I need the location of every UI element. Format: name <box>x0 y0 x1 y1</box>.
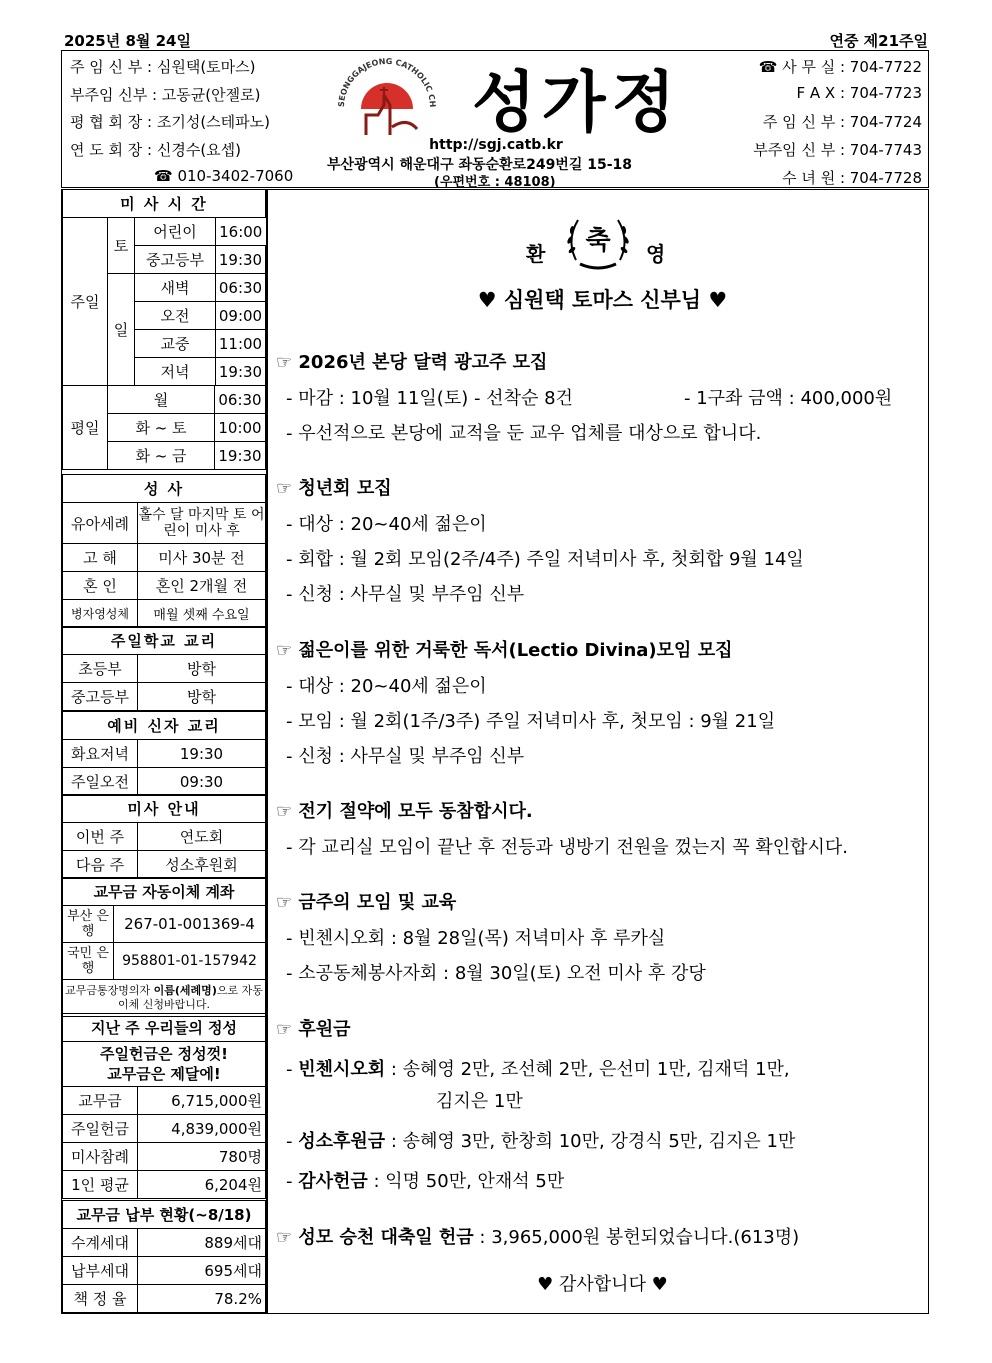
pastor-line: 주 임 신 부 : 심원택(토마스) <box>70 58 256 76</box>
notice-energy-text: - 각 교리실 모임이 끝난 후 전등과 냉방기 전원을 껐는지 꼭 확인합시다. <box>286 837 849 858</box>
offering-value: 4,839,000원 <box>138 1115 266 1143</box>
notice-lectio-apply: - 신청 : 사무실 및 부주임 신부 <box>286 746 525 767</box>
support-vincent-cont: 김지은 1만 <box>436 1091 523 1112</box>
mass-row-name: 월 <box>108 386 215 413</box>
church-logo <box>332 57 442 147</box>
office-phone: ☎ 사 무 실 : 704-7722 <box>758 58 922 76</box>
catechumen-value: 19:30 <box>138 740 266 768</box>
mass-row-time: 19:30 <box>218 362 263 381</box>
column-divider <box>266 189 268 1314</box>
dues-name: 책 정 율 <box>63 1285 138 1313</box>
catechumen-table <box>62 711 266 796</box>
dues-table <box>62 1200 266 1313</box>
catechumen-title: 예비 신자 교리 <box>63 712 266 740</box>
school-name: 초등부 <box>63 655 138 683</box>
offering-title: 지난 주 우리들의 정성 <box>63 1014 266 1042</box>
offering-value: 6,715,000원 <box>138 1087 266 1115</box>
bank-name: 부산 은행 <box>63 906 114 943</box>
bank-account: 958801-01-157942 <box>114 943 266 980</box>
dues-value: 78.2% <box>138 1285 266 1313</box>
assistant-pastor-phone: 부주임 신 부 : 704-7743 <box>753 141 922 159</box>
sunday-label: 주일 <box>63 218 108 386</box>
contact-phone: ☎ 010-3402-7060 <box>154 167 294 185</box>
notice-meeting-vincent: - 빈첸시오회 : 8월 28일(목) 저녁미사 후 루카실 <box>286 928 666 949</box>
sunday-day-label: 일 <box>108 274 135 386</box>
notice-lectio-meeting: - 모임 : 월 2회(1주/3주) 주일 저녁미사 후, 첫모임 : 9월 21일 <box>286 711 776 732</box>
dues-value: 889세대 <box>138 1229 266 1257</box>
transfer-note: 교무금통장명의자 이름(세례명)으로 자동이체 신청바랍니다. <box>63 980 266 1017</box>
bank-name: 국민 은행 <box>63 943 114 980</box>
offering-slogan: 주일헌금은 정성껏! 교무금은 제달에! <box>63 1042 266 1087</box>
website-link[interactable]: http://sgj.catb.kr <box>429 137 563 153</box>
mass-guide-table <box>62 794 266 879</box>
notice-calendar-deadline: - 마감 : 10월 11일(토) - 선착순 8건 <box>286 388 573 409</box>
closing-thanks: ♥ 감사합니다 ♥ <box>537 1274 668 1295</box>
convent-phone: 수 녀 원 : 704-7728 <box>782 169 922 187</box>
logo-text: SEONGGAJEONG CATHOLIC CH <box>336 57 438 108</box>
school-value: 방학 <box>138 655 266 683</box>
sacraments-table <box>62 474 266 628</box>
weekday-label: 평일 <box>63 386 108 470</box>
notice-support-head: ☞ 후원금 <box>276 1019 351 1040</box>
bulletin-title: 성가정 <box>472 64 682 141</box>
notice-meetings-head: ☞ 금주의 모임 및 교육 <box>276 892 457 913</box>
sacrament-name: 병자영성체 <box>63 600 138 628</box>
notice-youth-meeting: - 회합 : 월 2회 모임(2주/4주) 주일 저녁미사 후, 첫회합 9월 14일 <box>286 549 804 570</box>
auto-transfer-title: 교무금 자동이체 계좌 <box>63 878 266 906</box>
badge-text: 축 <box>585 226 611 256</box>
mass-row-name: 새벽 <box>135 274 216 301</box>
welcome-right: 영 <box>646 242 666 266</box>
mass-row-time: 19:30 <box>218 250 263 269</box>
welcome-priest: ♥ 심원택 토마스 신부님 ♥ <box>477 288 728 312</box>
saturday-label: 토 <box>108 218 135 274</box>
mass-row-name: 어린이 <box>135 218 216 245</box>
support-thanks: - 감사헌금 : 익명 50만, 안재석 5만 <box>286 1171 565 1192</box>
yeondo-president-line: 연 도 회 장 : 신경수(요셉) <box>70 141 242 159</box>
offering-name: 주일헌금 <box>63 1115 138 1143</box>
notice-meeting-community: - 소공동체봉사자회 : 8월 30일(토) 오전 미사 후 강당 <box>286 963 706 984</box>
postal-code: (우편번호 : 48108) <box>434 175 556 190</box>
notice-calendar-head: ☞ 2026년 본당 달력 광고주 모집 <box>276 352 548 373</box>
pastor-phone: 주 임 신 부 : 704-7724 <box>762 113 922 131</box>
notice-lectio-target: - 대상 : 20~40세 젊은이 <box>286 676 487 697</box>
dues-name: 납부세대 <box>63 1257 138 1285</box>
sacrament-value: 홀수 달 마지막 토 어린이 미사 후 <box>138 503 266 544</box>
mass-times-title: 미 사 시 간 <box>63 190 266 218</box>
sacrament-name: 고 해 <box>63 544 138 572</box>
mass-guide-name: 다음 주 <box>63 851 138 879</box>
offering-table <box>62 1013 266 1199</box>
sacrament-name: 혼 인 <box>63 572 138 600</box>
assistant-pastor-line: 부주임 신부 : 고동균(안젤로) <box>70 86 261 104</box>
sacraments-title: 성 사 <box>63 475 266 503</box>
mass-guide-name: 이번 주 <box>63 823 138 851</box>
sunday-school-title: 주일학교 교리 <box>63 627 266 655</box>
mass-row-time: 19:30 <box>218 446 262 465</box>
mass-guide-value: 연도회 <box>138 823 266 851</box>
catechumen-value: 09:30 <box>138 768 266 796</box>
mass-row-name: 저녁 <box>135 358 216 385</box>
offering-name: 교무금 <box>63 1087 138 1115</box>
notice-calendar-amount: - 1구좌 금액 : 400,000원 <box>684 388 893 409</box>
mass-guide-value: 성소후원회 <box>138 851 266 879</box>
mass-guide-title: 미사 안내 <box>63 795 266 823</box>
welcome-left: 환 <box>526 242 546 266</box>
offering-name: 1인 평균 <box>63 1171 138 1199</box>
offering-name: 미사참례 <box>63 1143 138 1171</box>
sacrament-name: 유아세례 <box>63 503 138 544</box>
sunday-school-table <box>62 626 266 711</box>
mass-row-time: 09:00 <box>218 306 263 325</box>
notice-youth-head: ☞ 청년회 모집 <box>276 478 392 499</box>
mass-row-time: 06:30 <box>218 278 263 297</box>
council-president-line: 평 협 회 장 : 조기성(스테파노) <box>70 113 270 131</box>
church-address: 부산광역시 해운대구 좌동순환로249번길 15-18 <box>327 157 633 173</box>
support-vincent: - 빈첸시오회 : 송혜영 2만, 조선혜 2만, 은선미 1만, 김재덕 1만, <box>286 1059 790 1080</box>
mass-row-name: 화 ~ 토 <box>108 414 215 441</box>
dues-title: 교무금 납부 현황(~8/18) <box>63 1201 266 1229</box>
offering-value: 6,204원 <box>138 1171 266 1199</box>
mass-row-time: 10:00 <box>218 418 262 437</box>
school-name: 중고등부 <box>63 683 138 711</box>
notice-youth-target: - 대상 : 20~40세 젊은이 <box>286 514 487 535</box>
notice-assumption: ☞ 성모 승천 대축일 헌금 : 3,965,000원 봉헌되었습니다.(613명) <box>276 1227 800 1248</box>
dues-value: 695세대 <box>138 1257 266 1285</box>
notice-lectio-head: ☞ 젊은이를 위한 거룩한 독서(Lectio Divina)모임 모집 <box>276 640 733 661</box>
support-vocation: - 성소후원금 : 송혜영 3만, 한창희 10만, 강경식 5만, 김지은 1만 <box>286 1131 796 1152</box>
mass-row-time: 06:30 <box>218 390 262 409</box>
sacrament-value: 혼인 2개월 전 <box>138 572 266 600</box>
mass-row-name: 화 ~ 금 <box>108 442 215 469</box>
catechumen-name: 화요저녁 <box>63 740 138 768</box>
dues-name: 수계세대 <box>63 1229 138 1257</box>
liturgical-week: 연중 제21주일 <box>829 32 928 50</box>
school-value: 방학 <box>138 683 266 711</box>
mass-row-name: 중고등부 <box>135 246 216 273</box>
notice-calendar-target: - 우선적으로 본당에 교적을 둔 교우 업체를 대상으로 합니다. <box>286 423 762 444</box>
offering-value: 780명 <box>138 1143 266 1171</box>
mass-row-name: 교중 <box>135 330 216 357</box>
sacrament-value: 매월 셋째 수요일 <box>138 600 266 628</box>
mass-row-time: 16:00 <box>219 222 263 241</box>
bulletin-header <box>61 50 929 188</box>
mass-row-name: 오전 <box>135 302 216 329</box>
catechumen-name: 주일오전 <box>63 768 138 796</box>
celebration-badge <box>562 210 634 272</box>
mass-times-table <box>62 189 266 470</box>
notice-energy-head: ☞ 전기 절약에 모두 동참합시다. <box>276 801 533 822</box>
notice-youth-apply: - 신청 : 사무실 및 부주임 신부 <box>286 584 525 605</box>
auto-transfer-table <box>62 877 266 1017</box>
mass-row-time: 11:00 <box>218 334 263 353</box>
sacrament-value: 미사 30분 전 <box>138 544 266 572</box>
bank-account: 267-01-001369-4 <box>114 906 266 943</box>
fax-number: F A X : 704-7723 <box>796 84 922 102</box>
bulletin-date: 2025년 8월 24일 <box>64 32 191 50</box>
